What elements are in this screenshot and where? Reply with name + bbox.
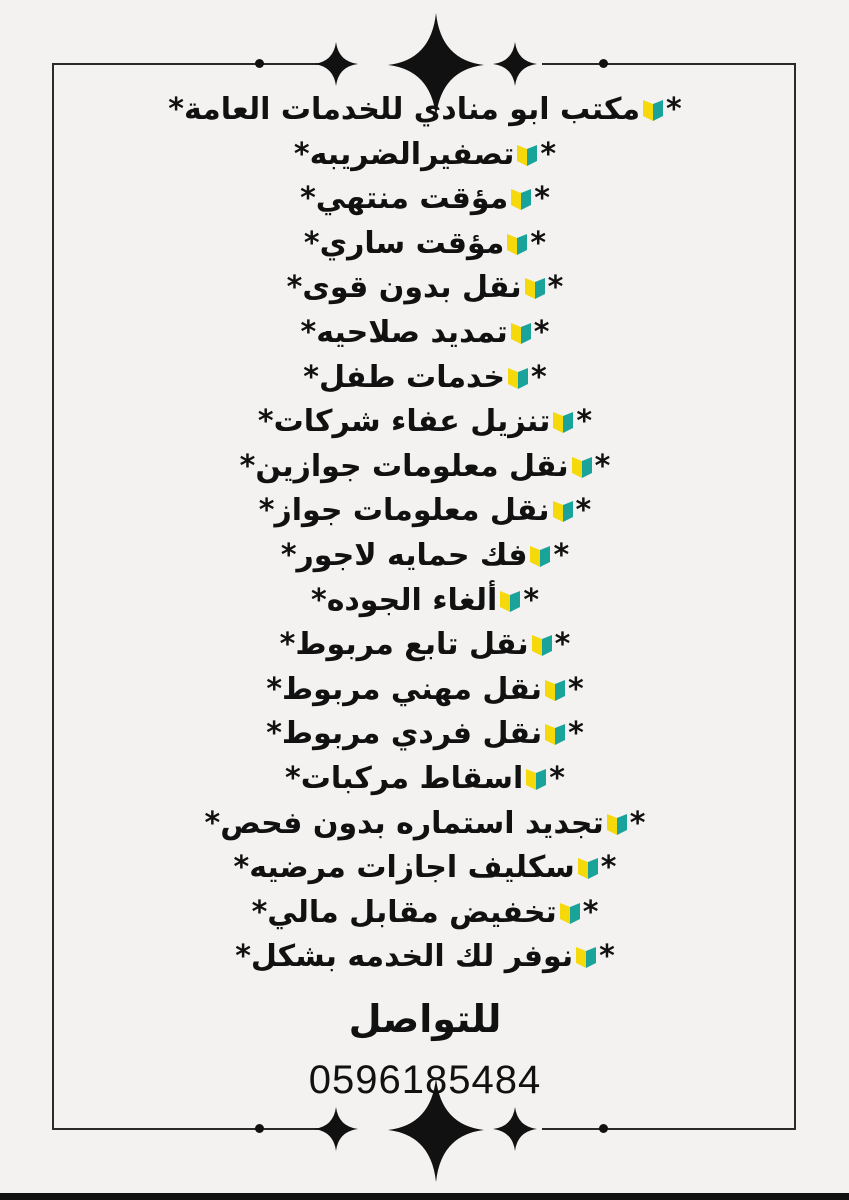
service-item	[60, 133, 790, 178]
service-label: مؤقت منتهي	[315, 181, 509, 217]
star-mark: *	[567, 671, 584, 707]
frame-top-left-line	[52, 63, 320, 65]
service-item	[60, 266, 790, 311]
beginner-leaf-icon	[506, 232, 528, 256]
service-item	[60, 400, 790, 445]
beginner-leaf-icon	[510, 321, 532, 345]
beginner-leaf-icon	[524, 276, 546, 300]
star-mark: *	[285, 760, 301, 796]
star-mark: *	[303, 359, 319, 395]
service-item	[60, 534, 790, 579]
service-item	[60, 222, 790, 267]
service-label: تخفيض مقابل مالي	[267, 894, 557, 930]
service-label: ألغاء الجوده	[326, 582, 498, 618]
star-mark: *	[293, 136, 310, 172]
service-label: تصفيرالضريبه	[309, 136, 515, 172]
star-mark: *	[582, 894, 599, 930]
star-mark: *	[600, 850, 617, 886]
frame-dot-icon	[599, 1124, 608, 1133]
beginner-leaf-icon	[571, 455, 593, 479]
frame-bottom-left-line	[52, 1128, 320, 1130]
service-label: نقل معلومات جوازين	[255, 448, 569, 484]
star-mark: *	[300, 181, 316, 217]
service-item	[60, 489, 790, 534]
star-mark: *	[530, 225, 547, 261]
star-mark: *	[204, 805, 221, 841]
beginner-leaf-icon	[642, 98, 664, 122]
service-label: نقل معلومات جواز	[274, 493, 550, 529]
service-item	[60, 356, 790, 401]
service-label: نقل مهني مربوط	[282, 671, 542, 707]
beginner-leaf-icon	[516, 143, 538, 167]
service-item	[60, 846, 790, 891]
beginner-leaf-icon	[575, 945, 597, 969]
service-label: اسقاط مركبات	[300, 760, 524, 796]
service-label: تمديد صلاحيه	[316, 314, 508, 350]
star-mark: *	[575, 493, 592, 529]
star-mark: *	[266, 671, 283, 707]
star-mark: *	[594, 448, 611, 484]
beginner-leaf-icon	[559, 901, 581, 925]
star-mark: *	[239, 448, 256, 484]
frame-left-line	[52, 63, 54, 1130]
frame-dot-icon	[255, 59, 264, 68]
service-item	[60, 445, 790, 490]
star-mark: *	[540, 136, 557, 172]
service-label: سكليف اجازات مرضيه	[249, 850, 575, 886]
beginner-leaf-icon	[531, 633, 553, 657]
star-mark: *	[531, 359, 547, 395]
star-mark: *	[629, 805, 646, 841]
service-label: تنزيل عفاء شركات	[273, 404, 551, 440]
service-item	[60, 177, 790, 222]
flyer-title-text: مكتب ابو منادي للخدمات العامة	[183, 92, 641, 127]
phone-number: 0596185484	[308, 1057, 542, 1102]
star-mark: *	[576, 404, 593, 440]
service-item	[60, 935, 790, 980]
star-mark: *	[568, 716, 584, 752]
service-item	[60, 757, 790, 802]
star-mark: *	[549, 760, 565, 796]
beginner-leaf-icon	[544, 678, 566, 702]
star-mark: *	[257, 404, 274, 440]
frame-right-line	[794, 63, 796, 1130]
star-mark: *	[310, 582, 327, 618]
flyer-content	[60, 88, 790, 1108]
star-mark: *	[554, 627, 571, 663]
beginner-leaf-icon	[544, 722, 566, 746]
sparkle-icon	[492, 1106, 538, 1152]
beginner-leaf-icon	[529, 544, 551, 568]
service-label: فك حمايه لاجور	[296, 537, 528, 573]
service-list	[60, 88, 790, 980]
sparkle-icon	[492, 41, 538, 87]
contact-label: للتواصل	[348, 996, 502, 1041]
service-label: نقل فردي مربوط	[281, 716, 543, 752]
beginner-leaf-icon	[525, 767, 547, 791]
frame-dot-icon	[255, 1124, 264, 1133]
star-mark: *	[251, 894, 268, 930]
star-mark: *	[266, 716, 282, 752]
star-mark: *	[666, 92, 682, 127]
star-mark: *	[533, 314, 550, 350]
service-label: نقل بدون قوى	[302, 270, 522, 306]
service-item	[60, 579, 790, 624]
star-mark: *	[279, 627, 296, 663]
star-mark: *	[300, 314, 317, 350]
frame-bottom-right-line	[542, 1128, 796, 1130]
beginner-leaf-icon	[606, 812, 628, 836]
service-item	[60, 668, 790, 713]
service-label: تجديد استماره بدون فحص	[220, 805, 604, 841]
service-label: خدمات طفل	[318, 359, 505, 395]
star-mark: *	[534, 181, 550, 217]
service-item	[60, 311, 790, 356]
star-mark: *	[547, 270, 564, 306]
star-mark: *	[303, 225, 320, 261]
beginner-leaf-icon	[552, 410, 574, 434]
beginner-leaf-icon	[552, 499, 574, 523]
sparkle-icon	[313, 41, 359, 87]
service-label: نوفر لك الخدمه بشكل	[250, 939, 574, 975]
star-mark: *	[523, 582, 540, 618]
frame-dot-icon	[599, 59, 608, 68]
service-item	[60, 623, 790, 668]
star-mark: *	[286, 270, 303, 306]
star-mark: *	[280, 537, 297, 573]
beginner-leaf-icon	[510, 187, 532, 211]
frame-top-right-line	[542, 63, 796, 65]
star-mark: *	[233, 850, 250, 886]
service-item	[60, 802, 790, 847]
flyer-title	[60, 88, 790, 133]
bottom-edge-bar	[0, 1193, 849, 1200]
star-mark: *	[599, 939, 615, 975]
service-label: نقل تابع مربوط	[295, 627, 529, 663]
beginner-leaf-icon	[577, 856, 599, 880]
beginner-leaf-icon	[507, 366, 529, 390]
star-mark: *	[258, 493, 275, 529]
beginner-leaf-icon	[499, 589, 521, 613]
service-item	[60, 712, 790, 757]
service-item	[60, 891, 790, 936]
star-mark: *	[235, 939, 251, 975]
sparkle-icon	[313, 1106, 359, 1152]
star-mark: *	[553, 537, 570, 573]
star-mark: *	[168, 92, 184, 127]
service-label: مؤقت ساري	[319, 225, 505, 261]
